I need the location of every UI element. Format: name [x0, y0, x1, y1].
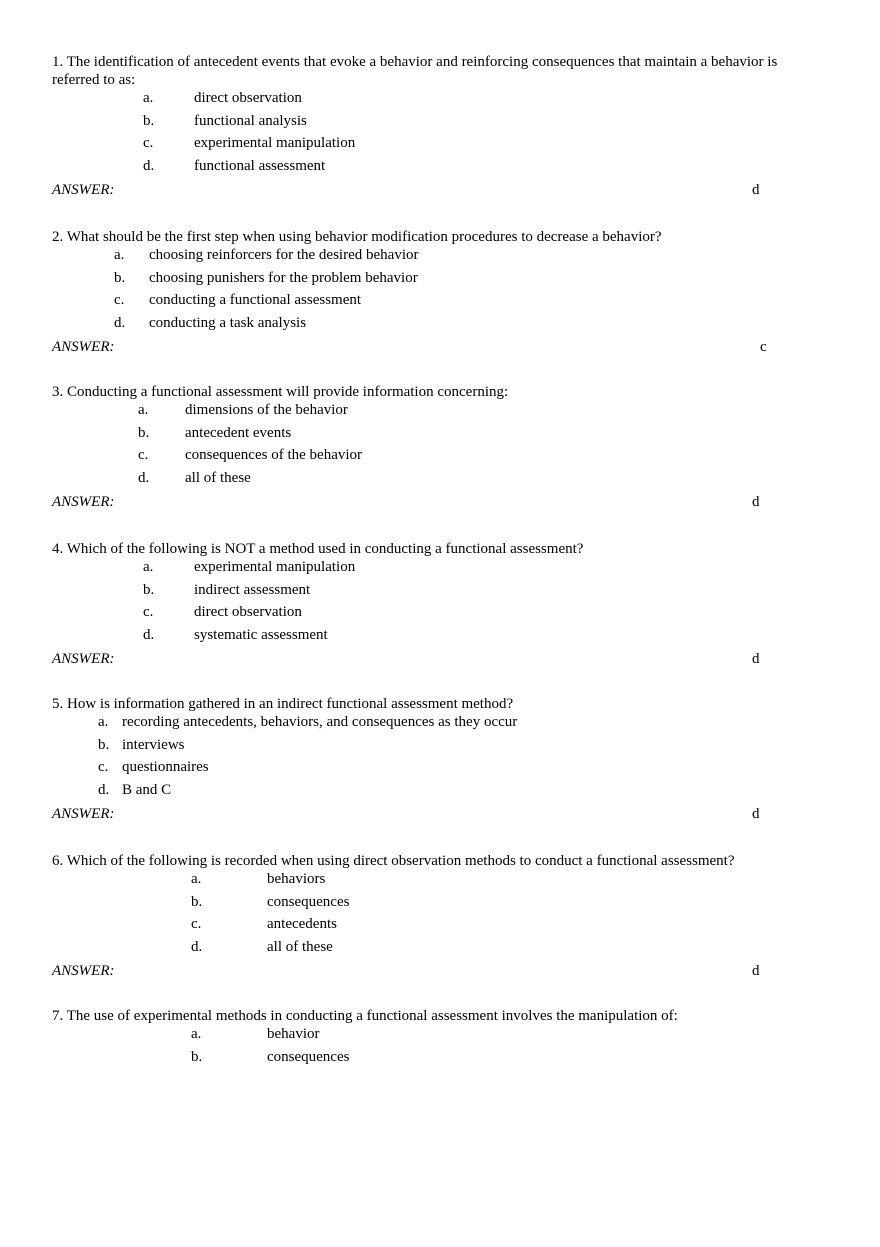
option-text: systematic assessment [194, 626, 328, 643]
answer-label: ANSWER: [52, 651, 115, 667]
option-letter: c. [114, 292, 125, 308]
option-c [52, 446, 828, 469]
option-letter: b. [143, 581, 155, 598]
option-d [52, 938, 828, 961]
question-3 [52, 383, 828, 515]
answer-label: ANSWER: [52, 182, 115, 198]
option-d [52, 469, 828, 492]
answer-row [52, 805, 828, 827]
question-1 [52, 53, 828, 203]
option-text: conducting a task analysis [149, 314, 307, 331]
answer-value: d [752, 494, 760, 510]
option-letter: b. [138, 424, 150, 441]
option-letter: b. [114, 269, 126, 286]
option-letter: c. [143, 135, 154, 151]
option-letter: a. [191, 871, 202, 887]
option-a [52, 246, 828, 269]
answer-row [52, 338, 828, 360]
option-a [52, 1025, 828, 1048]
option-letter: a. [138, 402, 149, 418]
option-text: functional assessment [194, 157, 326, 174]
option-b [52, 424, 828, 447]
question-text: 6. Which of the following is recorded when using direct observation methods to conduct a functional assessment? [52, 853, 735, 869]
answer-row [52, 962, 828, 984]
option-letter: b. [98, 736, 110, 753]
answer-label: ANSWER: [52, 339, 115, 355]
option-b [52, 269, 828, 292]
option-letter: a. [143, 559, 154, 575]
option-letter: b. [191, 893, 203, 910]
option-b [52, 736, 828, 759]
question-text: 4. Which of the following is NOT a method used in conducting a functional assessment? [52, 541, 584, 557]
answer-value: d [752, 182, 760, 198]
question-text: 7. The use of experimental methods in conducting a functional assessment involves the manipulation of: [52, 1008, 678, 1024]
option-text: questionnaires [122, 759, 209, 775]
option-text: all of these [185, 469, 251, 486]
option-letter: a. [143, 90, 154, 106]
option-a [52, 870, 828, 893]
option-text: dimensions of the behavior [185, 402, 348, 418]
option-b [52, 112, 828, 135]
option-a [52, 89, 828, 112]
question-4 [52, 540, 828, 672]
option-d [52, 781, 828, 804]
option-b [52, 1048, 828, 1071]
option-text: B and C [122, 781, 172, 798]
option-letter: c. [98, 759, 109, 775]
option-text: antecedents [267, 916, 337, 932]
question-text: 5. How is information gathered in an indirect functional assessment method? [52, 696, 514, 712]
question-text: 3. Conducting a functional assessment will provide information concerning: [52, 384, 509, 400]
option-letter: d. [98, 781, 110, 798]
option-b [52, 893, 828, 916]
option-text: consequences of the behavior [185, 447, 363, 463]
option-text: consequences [267, 1048, 350, 1065]
option-d [52, 626, 828, 649]
option-text: indirect assessment [194, 581, 311, 598]
option-text: behaviors [267, 871, 326, 887]
option-c [52, 758, 828, 781]
option-letter: d. [143, 157, 155, 174]
option-letter: d. [138, 469, 150, 486]
option-d [52, 157, 828, 180]
option-a [52, 713, 828, 736]
option-text: antecedent events [185, 424, 292, 441]
question-6 [52, 852, 828, 984]
option-text: recording antecedents, behaviors, and consequences as they occur [122, 714, 518, 730]
option-text: interviews [122, 736, 185, 753]
option-text: choosing reinforcers for the desired behavior [149, 247, 419, 263]
answer-row [52, 650, 828, 672]
option-c [52, 915, 828, 938]
option-c [52, 603, 828, 626]
option-letter: a. [114, 247, 125, 263]
option-text: choosing punishers for the problem behavior [149, 269, 418, 286]
answer-row [52, 493, 828, 515]
question-7 [52, 1007, 828, 1070]
option-text: all of these [267, 938, 333, 955]
answer-value: d [752, 963, 760, 979]
option-a [52, 558, 828, 581]
option-letter: c. [138, 447, 149, 463]
answer-value: d [752, 651, 760, 667]
option-letter: d. [143, 626, 155, 643]
option-a [52, 401, 828, 424]
answer-value: d [752, 806, 760, 822]
option-text: direct observation [194, 90, 302, 106]
option-text: direct observation [194, 604, 302, 620]
option-c [52, 134, 828, 157]
option-letter: b. [143, 112, 155, 129]
option-text: functional analysis [194, 112, 307, 129]
option-text: conducting a functional assessment [149, 292, 362, 308]
answer-label: ANSWER: [52, 494, 115, 510]
question-2 [52, 228, 828, 360]
option-letter: b. [191, 1048, 203, 1065]
option-text: experimental manipulation [194, 559, 356, 575]
question-text: 2. What should be the first step when using behavior modification procedures to decrease a behavior? [52, 229, 662, 245]
option-letter: d. [191, 938, 203, 955]
question-text: 1. The identification of antecedent events that evoke a behavior and reinforcing consequences that maintain a behavior is referred to as: [52, 54, 778, 88]
option-letter: a. [98, 714, 109, 730]
answer-label: ANSWER: [52, 806, 115, 822]
option-letter: d. [114, 314, 126, 331]
answer-label: ANSWER: [52, 963, 115, 979]
answer-value: c [760, 339, 767, 355]
option-text: behavior [267, 1026, 320, 1042]
option-text: experimental manipulation [194, 135, 356, 151]
option-letter: c. [191, 916, 202, 932]
question-5 [52, 695, 828, 827]
option-b [52, 581, 828, 604]
option-letter: a. [191, 1026, 202, 1042]
option-letter: c. [143, 604, 154, 620]
answer-row [52, 181, 828, 203]
option-c [52, 291, 828, 314]
option-text: consequences [267, 893, 350, 910]
option-d [52, 314, 828, 337]
